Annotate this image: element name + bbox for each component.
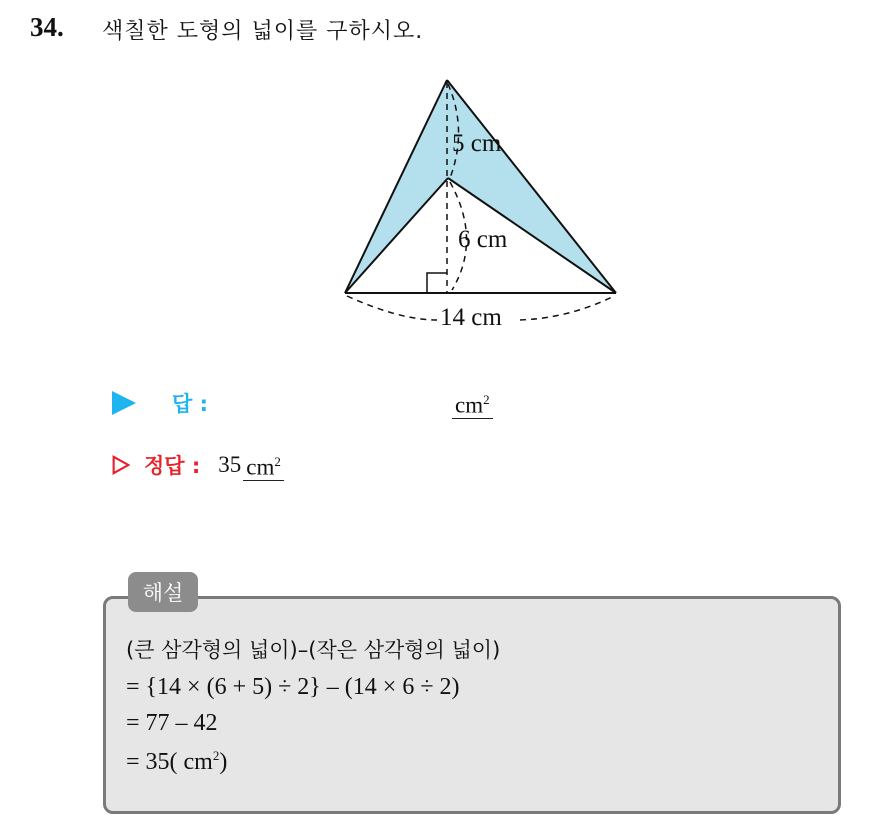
correct-unit: $cm^2$: [243, 450, 284, 481]
arc-14cm: [347, 296, 437, 320]
right-angle-mark: [427, 273, 447, 293]
play-arrow-icon: [112, 391, 136, 415]
label-14cm: 14 cm: [440, 304, 502, 331]
arc-14cm-right: [520, 296, 614, 320]
shaded-region: [345, 80, 616, 293]
correct-value: 35: [218, 452, 242, 478]
solution-line-3: = 77 – 42: [126, 710, 218, 736]
correct-answer-row: [112, 450, 284, 481]
question-text: 색칠한 도형의 넓이를 구하시오.: [102, 19, 424, 44]
solution-box: [103, 596, 841, 814]
label-5cm: 5 cm: [452, 130, 502, 157]
solution-tag: 해설: [128, 572, 198, 612]
solution-line-2: = {14 × (6 + 5) ÷ 2} – (14 × 6 ÷ 2): [126, 674, 460, 700]
answer-label: 답 :: [172, 392, 208, 416]
answer-unit: $cm^2$: [452, 388, 493, 419]
hollow-arrow-icon: [112, 454, 130, 476]
question-number: 34.: [30, 12, 64, 42]
answer-unit-field[interactable]: [452, 388, 493, 419]
label-6cm: 6 cm: [458, 226, 508, 253]
solution-line-4: = 35( $cm^2$): [126, 748, 228, 775]
solution-line-1: (큰 삼각형의 넓이)–(작은 삼각형의 넓이): [126, 638, 501, 662]
correct-label: 정답 :: [144, 454, 201, 479]
answer-row: [112, 388, 208, 418]
